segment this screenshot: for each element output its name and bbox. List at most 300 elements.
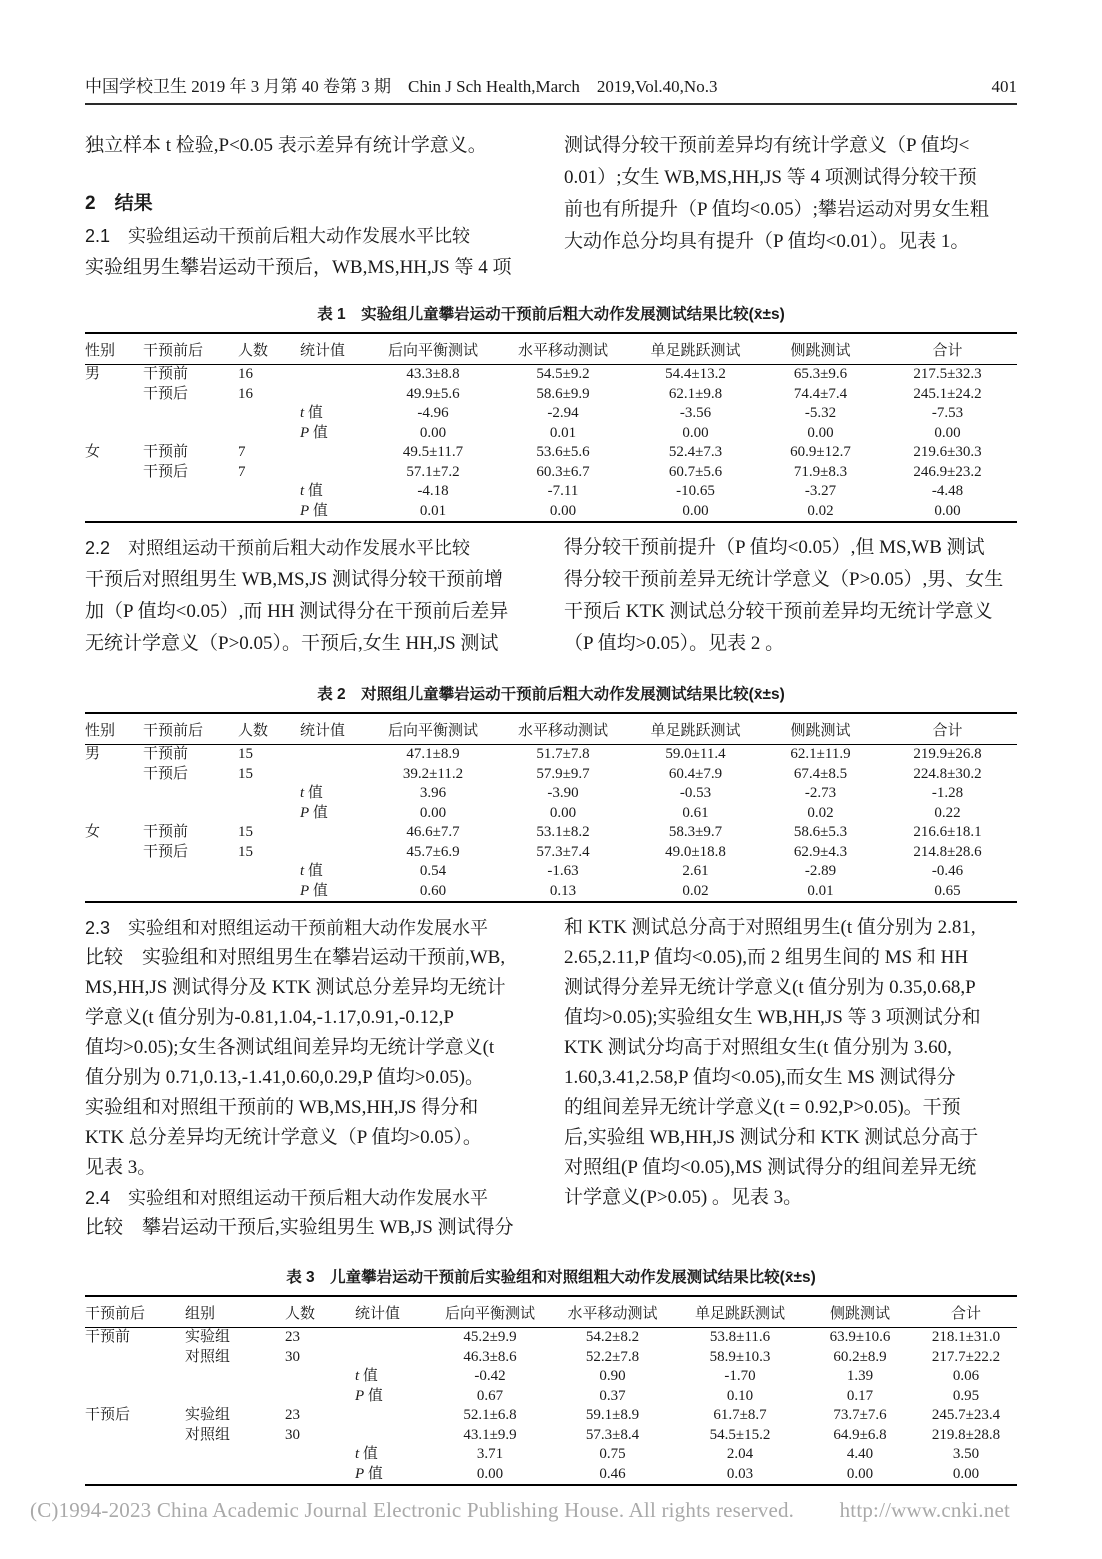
table-cell: P 值 bbox=[355, 1465, 383, 1482]
table-cell: 58.6±9.9 bbox=[536, 385, 590, 402]
text-line: KTK 测试分均高于对照组女生(t 值分别为 3.60, bbox=[564, 1037, 952, 1058]
table-cell: -7.53 bbox=[931, 405, 964, 421]
table-cell: t 值 bbox=[300, 483, 323, 499]
column-header: 性别 bbox=[85, 333, 143, 365]
table-cell bbox=[143, 784, 238, 804]
table-cell: 58.3±9.7 bbox=[668, 824, 723, 840]
table-cell: 0.01 bbox=[549, 424, 577, 441]
table-cell: 0.02 bbox=[807, 502, 834, 519]
table-cell: 0.00 bbox=[549, 502, 577, 519]
table-cell: 67.4±8.5 bbox=[793, 765, 848, 782]
table-cell: 61.7±8.7 bbox=[713, 1407, 767, 1423]
text-line: 值均>0.05);女生各测试组间差异均无统计学意义(t bbox=[85, 1037, 495, 1058]
table-cell: 54.5±9.2 bbox=[536, 366, 590, 382]
column-header: 干预前后 bbox=[143, 713, 238, 745]
table-cell: 0.75 bbox=[599, 1446, 626, 1462]
table-row bbox=[85, 424, 1017, 444]
table-cell: 216.6±18.1 bbox=[913, 824, 982, 840]
table-cell bbox=[143, 502, 238, 523]
table-cell: 15 bbox=[238, 765, 253, 782]
table-cell: 1.39 bbox=[846, 1368, 874, 1384]
table-cell bbox=[238, 882, 300, 903]
text-line: 干预后 KTK 测试总分较干预前差异均无统计学意义 bbox=[564, 601, 993, 622]
table-cell: -2.94 bbox=[547, 405, 579, 421]
text-line: 加（P 值均<0.05）,而 HH 测试得分在干预前后差异 bbox=[85, 601, 509, 622]
table-cell bbox=[85, 1348, 185, 1368]
table-cell: 0.01 bbox=[807, 882, 834, 899]
table-header-row bbox=[85, 333, 1017, 365]
table-row bbox=[85, 1445, 1017, 1465]
column-header: 后向平衡测试 bbox=[430, 1296, 550, 1328]
table-cell: 52.1±6.8 bbox=[463, 1407, 517, 1423]
table-cell: P 值 bbox=[300, 804, 328, 821]
table-cell: 54.2±8.2 bbox=[585, 1329, 640, 1345]
table-cell: -7.11 bbox=[547, 483, 579, 499]
table-cell: 男 bbox=[85, 746, 101, 762]
column-header: 水平移动测试 bbox=[498, 713, 628, 745]
table-cell: 49.9±5.6 bbox=[406, 385, 460, 402]
table-cell bbox=[85, 404, 143, 424]
table-cell bbox=[143, 862, 238, 882]
table-cell: 46.6±7.7 bbox=[406, 824, 460, 840]
table-cell: 53.1±8.2 bbox=[536, 824, 590, 840]
text-line: 比较 攀岩运动干预后,实验组男生 WB,JS 测试得分 bbox=[85, 1217, 514, 1238]
table-cell: 54.5±15.2 bbox=[709, 1426, 771, 1443]
table-cell bbox=[355, 1406, 430, 1426]
table-cell: -3.27 bbox=[804, 483, 837, 499]
table-cell: 女 bbox=[85, 444, 101, 460]
table-row bbox=[85, 1406, 1017, 1426]
table-cell: 60.7±5.6 bbox=[668, 463, 723, 480]
table-cell: 女 bbox=[85, 824, 101, 840]
column-header: 人数 bbox=[285, 1296, 355, 1328]
table-cell bbox=[85, 1426, 185, 1446]
table-header-row bbox=[85, 1296, 1017, 1328]
table-cell: 43.3±8.8 bbox=[406, 366, 460, 382]
table-cell bbox=[143, 804, 238, 824]
text-column-right bbox=[564, 532, 1017, 660]
table-cell: 0.01 bbox=[419, 502, 447, 519]
table-cell bbox=[238, 804, 300, 824]
text-line: 的组间差异无统计学意义(t = 0.92,P>0.05)。干预 bbox=[564, 1097, 961, 1118]
table-cell bbox=[300, 843, 368, 863]
column-header: 单足跳跃测试 bbox=[628, 713, 763, 745]
table-cell: 47.1±8.9 bbox=[406, 746, 460, 762]
table-cell: 干预前 bbox=[143, 366, 189, 382]
table-cell: 4.40 bbox=[846, 1446, 874, 1462]
table-cell: 干预前 bbox=[143, 824, 189, 840]
table-cell bbox=[238, 424, 300, 444]
table-cell: 3.96 bbox=[419, 785, 447, 801]
column-header: 人数 bbox=[238, 333, 300, 365]
table-cell: 23 bbox=[285, 1407, 300, 1423]
table-cell: 46.3±8.6 bbox=[463, 1348, 517, 1365]
table-cell: -1.63 bbox=[547, 863, 579, 879]
table-cell bbox=[85, 765, 143, 785]
table-row bbox=[85, 765, 1017, 785]
table-cell: -0.53 bbox=[679, 785, 712, 801]
text-line: 值分别为 0.71,0.13,-1.41,0.60,0.29,P 值均>0.05)。 bbox=[85, 1067, 484, 1088]
table-cell: 7 bbox=[238, 444, 246, 460]
column-header: 人数 bbox=[238, 713, 300, 745]
table-cell bbox=[238, 784, 300, 804]
table-cell: 3.50 bbox=[952, 1446, 980, 1462]
table-cell: P 值 bbox=[355, 1387, 383, 1404]
table-cell: 0.60 bbox=[419, 882, 447, 899]
table-cell: 52.2±7.8 bbox=[585, 1348, 640, 1365]
table-cell: 217.5±32.3 bbox=[913, 366, 982, 382]
text-line: 比较 实验组和对照组男生在攀岩运动干预前,WB, bbox=[85, 947, 506, 968]
table-cell: P 值 bbox=[300, 502, 328, 519]
table-cell: 218.1±31.0 bbox=[931, 1329, 1001, 1345]
table-cell: 63.9±10.6 bbox=[829, 1329, 891, 1345]
table-cell: 73.7±7.6 bbox=[833, 1407, 887, 1423]
table-cell bbox=[185, 1445, 285, 1465]
text-column-right bbox=[564, 913, 1017, 1243]
table-cell: -3.56 bbox=[679, 405, 712, 421]
table-cell: P 值 bbox=[300, 882, 328, 899]
table-cell: 2.61 bbox=[682, 863, 709, 879]
table-cell bbox=[238, 502, 300, 523]
column-header: 干预前后 bbox=[85, 1296, 185, 1328]
table-cell bbox=[300, 385, 368, 405]
table-cell: 58.6±5.3 bbox=[793, 824, 848, 840]
table-cell bbox=[238, 862, 300, 882]
table-cell: 0.00 bbox=[419, 424, 447, 441]
table-3-block bbox=[85, 1265, 1017, 1486]
table-cell bbox=[85, 1445, 185, 1465]
column-header: 单足跳跃测试 bbox=[628, 333, 763, 365]
text-column-left bbox=[85, 913, 538, 1243]
table-cell bbox=[300, 463, 368, 483]
text-column-left bbox=[85, 532, 538, 660]
table-cell: P 值 bbox=[300, 424, 328, 441]
table-row bbox=[85, 882, 1017, 903]
table-cell: 干预后 bbox=[143, 843, 189, 860]
text-line: 1.60,3.41,2.58,P 值均<0.05),而女生 MS 测试得分 bbox=[564, 1067, 956, 1088]
table-cell: 0.00 bbox=[682, 502, 709, 519]
table-cell bbox=[85, 385, 143, 405]
text-line: 独立样本 t 检验,P<0.05 表示差异有统计学意义。 bbox=[85, 135, 487, 156]
text-line: 后,实验组 WB,HH,JS 测试分和 KTK 测试总分高于 bbox=[564, 1127, 979, 1148]
table-cell: 49.0±18.8 bbox=[665, 843, 726, 860]
column-header: 侧跳测试 bbox=[805, 1296, 915, 1328]
table-cell: 0.06 bbox=[952, 1368, 980, 1384]
text-line: 2.4 实验组和对照组运动干预后粗大动作发展水平 bbox=[85, 1188, 489, 1208]
table-cell: 干预后 bbox=[85, 1407, 131, 1423]
table-row bbox=[85, 482, 1017, 502]
table-cell: 60.3±6.7 bbox=[536, 463, 590, 480]
copyright-text: (C)1994-2023 China Academic Journal Electronic Publishing House. All rights reserved. bbox=[30, 1498, 795, 1522]
table-cell bbox=[300, 745, 368, 765]
table-cell: 对照组 bbox=[185, 1426, 231, 1443]
text-line: 2.1 实验组运动干预前后粗大动作发展水平比较 bbox=[85, 226, 471, 246]
table-cell: t 值 bbox=[300, 405, 323, 421]
table-cell bbox=[85, 424, 143, 444]
table-cell bbox=[85, 843, 143, 863]
page-header bbox=[85, 72, 1017, 105]
table-cell: 60.9±12.7 bbox=[790, 444, 851, 460]
table-row bbox=[85, 823, 1017, 843]
table-cell: 15 bbox=[238, 843, 253, 860]
text-line: （P 值均>0.05）。见表 2 。 bbox=[564, 633, 785, 654]
text-line: 值均>0.05);实验组女生 WB,HH,JS 等 3 项测试分和 bbox=[564, 1007, 981, 1028]
table-cell bbox=[85, 804, 143, 824]
table-cell: t 值 bbox=[300, 863, 323, 879]
column-header: 性别 bbox=[85, 713, 143, 745]
table-cell: 65.3±9.6 bbox=[793, 366, 848, 382]
table-cell: 15 bbox=[238, 824, 253, 840]
text-line: KTK 总分差异均无统计学意义（P 值均>0.05）。 bbox=[85, 1127, 482, 1148]
table-cell: 0.00 bbox=[934, 502, 961, 519]
table-row bbox=[85, 1367, 1017, 1387]
table-cell: 39.2±11.2 bbox=[402, 765, 464, 782]
table-cell: 45.7±6.9 bbox=[406, 843, 460, 860]
table-cell bbox=[238, 404, 300, 424]
table-cell bbox=[85, 882, 143, 903]
column-header: 合计 bbox=[915, 1296, 1017, 1328]
text-line: 实验组男生攀岩运动干预后，WB,MS,HH,JS 等 4 项 bbox=[85, 257, 512, 278]
page-footer bbox=[30, 1498, 1080, 1523]
table-cell: -2.89 bbox=[804, 863, 837, 879]
table-cell: -4.18 bbox=[417, 483, 449, 499]
table-row bbox=[85, 385, 1017, 405]
table-cell: 干预前 bbox=[143, 444, 189, 460]
table-row bbox=[85, 404, 1017, 424]
table-cell bbox=[85, 482, 143, 502]
table-cell: 0.00 bbox=[549, 804, 577, 821]
table-cell: t 值 bbox=[355, 1446, 378, 1462]
table-cell: 16 bbox=[238, 385, 253, 402]
table-cell bbox=[85, 502, 143, 523]
table-cell: -5.32 bbox=[804, 405, 837, 421]
column-header: 水平移动测试 bbox=[498, 333, 628, 365]
table-cell: 54.4±13.2 bbox=[665, 366, 726, 382]
table-cell: 219.6±30.3 bbox=[913, 444, 982, 460]
text-row-1 bbox=[85, 130, 1017, 284]
table-cell: 62.1±9.8 bbox=[668, 385, 723, 402]
table-cell: 62.1±11.9 bbox=[790, 746, 851, 762]
table-cell bbox=[355, 1426, 430, 1446]
text-line: 干预后对照组男生 WB,MS,JS 测试得分较干预前增 bbox=[85, 569, 504, 590]
text-line: 2 结果 bbox=[85, 193, 153, 214]
table-1-caption: 表 1 实验组儿童攀岩运动干预前后粗大动作发展测试结果比较(x̄±s) bbox=[317, 306, 785, 323]
table-cell: 15 bbox=[238, 746, 253, 762]
text-line: 0.01）;女生 WB,MS,HH,JS 等 4 项测试得分较干预 bbox=[564, 167, 977, 188]
table-cell bbox=[238, 482, 300, 502]
table-cell: 16 bbox=[238, 366, 253, 382]
table-cell: 219.8±28.8 bbox=[931, 1426, 1001, 1443]
table-cell: -0.42 bbox=[474, 1368, 506, 1384]
table-cell bbox=[143, 882, 238, 903]
table-cell: 57.3±8.4 bbox=[585, 1426, 640, 1443]
table-cell: 0.61 bbox=[682, 804, 709, 821]
text-line: MS,HH,JS 测试得分及 KTK 测试总分差异均无统计 bbox=[85, 977, 506, 998]
table-cell bbox=[300, 823, 368, 843]
table-row bbox=[85, 745, 1017, 765]
table-cell bbox=[85, 1387, 185, 1407]
table-cell bbox=[185, 1465, 285, 1486]
table-row bbox=[85, 502, 1017, 523]
table-cell: 0.22 bbox=[934, 804, 961, 821]
text-row-2 bbox=[85, 532, 1017, 660]
table-cell: 0.03 bbox=[726, 1465, 754, 1482]
table-cell: 干预后 bbox=[143, 765, 189, 782]
table-row bbox=[85, 1426, 1017, 1446]
table-cell: 实验组 bbox=[185, 1329, 231, 1345]
table-cell: -4.48 bbox=[931, 483, 964, 499]
table-cell: 57.9±9.7 bbox=[536, 765, 590, 782]
table-3-caption: 表 3 儿童攀岩运动干预前后实验组和对照组粗大动作发展测试结果比较(x̄±s) bbox=[286, 1269, 816, 1286]
table-cell: 58.9±10.3 bbox=[709, 1348, 771, 1365]
table-cell bbox=[285, 1465, 355, 1486]
table-cell: 0.00 bbox=[807, 424, 834, 441]
table-cell: 3.71 bbox=[476, 1446, 504, 1462]
text-column-right bbox=[564, 130, 1017, 284]
text-line: 测试得分较干预前差异均有统计学意义（P 值均< bbox=[564, 135, 970, 156]
table-cell: 57.1±7.2 bbox=[406, 463, 460, 480]
text-line: 见表 3。 bbox=[85, 1157, 157, 1178]
table-row bbox=[85, 1348, 1017, 1368]
table-cell: 246.9±23.2 bbox=[913, 463, 982, 480]
table-row bbox=[85, 804, 1017, 824]
table-cell: 60.2±8.9 bbox=[833, 1348, 887, 1365]
table-cell: 干预后 bbox=[143, 463, 189, 480]
text-line: 实验组和对照组干预前的 WB,MS,HH,JS 得分和 bbox=[85, 1097, 479, 1118]
table-3 bbox=[85, 1295, 1017, 1486]
column-header: 统计值 bbox=[300, 713, 368, 745]
table-cell: 59.1±8.9 bbox=[585, 1407, 640, 1423]
table-cell: 干预前 bbox=[85, 1329, 131, 1345]
column-header: 单足跳跃测试 bbox=[675, 1296, 805, 1328]
table-cell: 0.13 bbox=[549, 882, 577, 899]
table-cell: 0.37 bbox=[599, 1387, 626, 1404]
table-cell bbox=[300, 765, 368, 785]
column-header: 后向平衡测试 bbox=[368, 713, 498, 745]
table-cell: 0.95 bbox=[952, 1387, 980, 1404]
table-row bbox=[85, 1387, 1017, 1407]
table-row bbox=[85, 443, 1017, 463]
table-cell: 2.04 bbox=[726, 1446, 754, 1462]
text-line: 学意义(t 值分别为-0.81,1.04,-1.17,0.91,-0.12,P bbox=[85, 1007, 454, 1028]
column-header: 统计值 bbox=[355, 1296, 430, 1328]
table-cell bbox=[285, 1367, 355, 1387]
text-line: 计学意义(P>0.05) 。见表 3。 bbox=[564, 1187, 803, 1208]
table-cell bbox=[143, 404, 238, 424]
table-cell: 0.02 bbox=[807, 804, 834, 821]
table-cell: 43.1±9.9 bbox=[463, 1426, 517, 1443]
table-cell: 45.2±9.9 bbox=[463, 1329, 517, 1345]
table-cell: 0.00 bbox=[846, 1465, 874, 1482]
column-header: 水平移动测试 bbox=[550, 1296, 675, 1328]
text-line: 测试得分差异无统计学意义(t 值分别为 0.35,0.68,P bbox=[564, 977, 976, 998]
table-cell: 214.8±28.6 bbox=[913, 843, 982, 860]
text-line: 2.2 对照组运动干预前后粗大动作发展水平比较 bbox=[85, 538, 471, 558]
table-cell bbox=[355, 1328, 430, 1348]
table-cell bbox=[85, 1465, 185, 1486]
table-2-block bbox=[85, 682, 1017, 903]
table-cell bbox=[185, 1387, 285, 1407]
table-cell: 7 bbox=[238, 463, 246, 480]
table-1 bbox=[85, 332, 1017, 523]
table-cell: 0.00 bbox=[952, 1465, 980, 1482]
table-cell bbox=[85, 862, 143, 882]
table-cell: 0.90 bbox=[599, 1368, 626, 1384]
table-cell: 59.0±11.4 bbox=[665, 746, 726, 762]
table-cell bbox=[143, 482, 238, 502]
column-header: 统计值 bbox=[300, 333, 368, 365]
table-cell: -1.28 bbox=[931, 785, 964, 801]
table-cell: 30 bbox=[285, 1426, 300, 1443]
table-cell: 0.54 bbox=[419, 863, 447, 879]
table-cell: 74.4±7.4 bbox=[793, 385, 848, 402]
table-cell: 219.9±26.8 bbox=[913, 746, 982, 762]
table-cell bbox=[85, 463, 143, 483]
table-row bbox=[85, 1465, 1017, 1486]
table-cell bbox=[143, 424, 238, 444]
table-row bbox=[85, 463, 1017, 483]
table-cell: -10.65 bbox=[676, 483, 715, 499]
table-header-row bbox=[85, 713, 1017, 745]
table-row bbox=[85, 843, 1017, 863]
table-row bbox=[85, 1328, 1017, 1348]
table-cell: 49.5±11.7 bbox=[402, 444, 464, 460]
table-cell: 0.17 bbox=[846, 1387, 874, 1404]
table-cell bbox=[185, 1367, 285, 1387]
table-cell: -3.90 bbox=[547, 785, 579, 801]
column-header: 侧跳测试 bbox=[763, 713, 878, 745]
table-cell bbox=[85, 1367, 185, 1387]
table-cell: 245.7±23.4 bbox=[931, 1407, 1001, 1423]
text-line: 对照组(P 值均<0.05),MS 测试得分的组间差异无统 bbox=[564, 1157, 977, 1178]
table-row bbox=[85, 365, 1017, 385]
table-cell bbox=[285, 1387, 355, 1407]
table-cell: -0.46 bbox=[931, 863, 964, 879]
table-cell: 53.6±5.6 bbox=[536, 444, 590, 460]
table-row bbox=[85, 862, 1017, 882]
table-cell: 60.4±7.9 bbox=[668, 765, 723, 782]
table-cell: 23 bbox=[285, 1329, 300, 1345]
table-cell: 224.8±30.2 bbox=[913, 765, 982, 782]
table-cell bbox=[300, 365, 368, 385]
text-line: 前也有所提升（P 值均<0.05）;攀岩运动对男女生粗 bbox=[564, 199, 989, 220]
text-line: 2.65,2.11,P 值均<0.05),而 2 组男生间的 MS 和 HH bbox=[564, 947, 969, 968]
table-cell: 0.00 bbox=[419, 804, 447, 821]
table-cell: -2.73 bbox=[804, 785, 837, 801]
table-cell: 51.7±7.8 bbox=[536, 746, 590, 762]
text-line: 无统计学意义（P>0.05）。干预后,女生 HH,JS 测试 bbox=[85, 633, 499, 654]
footer-url: http://www.cnki.net bbox=[839, 1498, 1010, 1522]
table-cell: 干预后 bbox=[143, 385, 189, 402]
table-cell: 71.9±8.3 bbox=[793, 463, 848, 480]
text-column-left bbox=[85, 130, 538, 284]
table-row bbox=[85, 784, 1017, 804]
table-cell: 217.7±22.2 bbox=[931, 1348, 1001, 1365]
table-cell: 52.4±7.3 bbox=[668, 444, 723, 460]
column-header: 合计 bbox=[878, 713, 1017, 745]
table-cell: 0.67 bbox=[476, 1387, 504, 1404]
table-cell: 245.1±24.2 bbox=[913, 385, 982, 402]
table-cell: 30 bbox=[285, 1348, 300, 1365]
table-cell: 0.00 bbox=[934, 424, 961, 441]
table-cell: 0.65 bbox=[934, 882, 961, 899]
page-number: 401 bbox=[991, 77, 1017, 96]
table-cell: 干预前 bbox=[143, 746, 189, 762]
table-cell: 实验组 bbox=[185, 1407, 231, 1423]
table-cell: t 值 bbox=[300, 785, 323, 801]
column-header: 组别 bbox=[185, 1296, 285, 1328]
table-cell: 0.00 bbox=[476, 1465, 504, 1482]
